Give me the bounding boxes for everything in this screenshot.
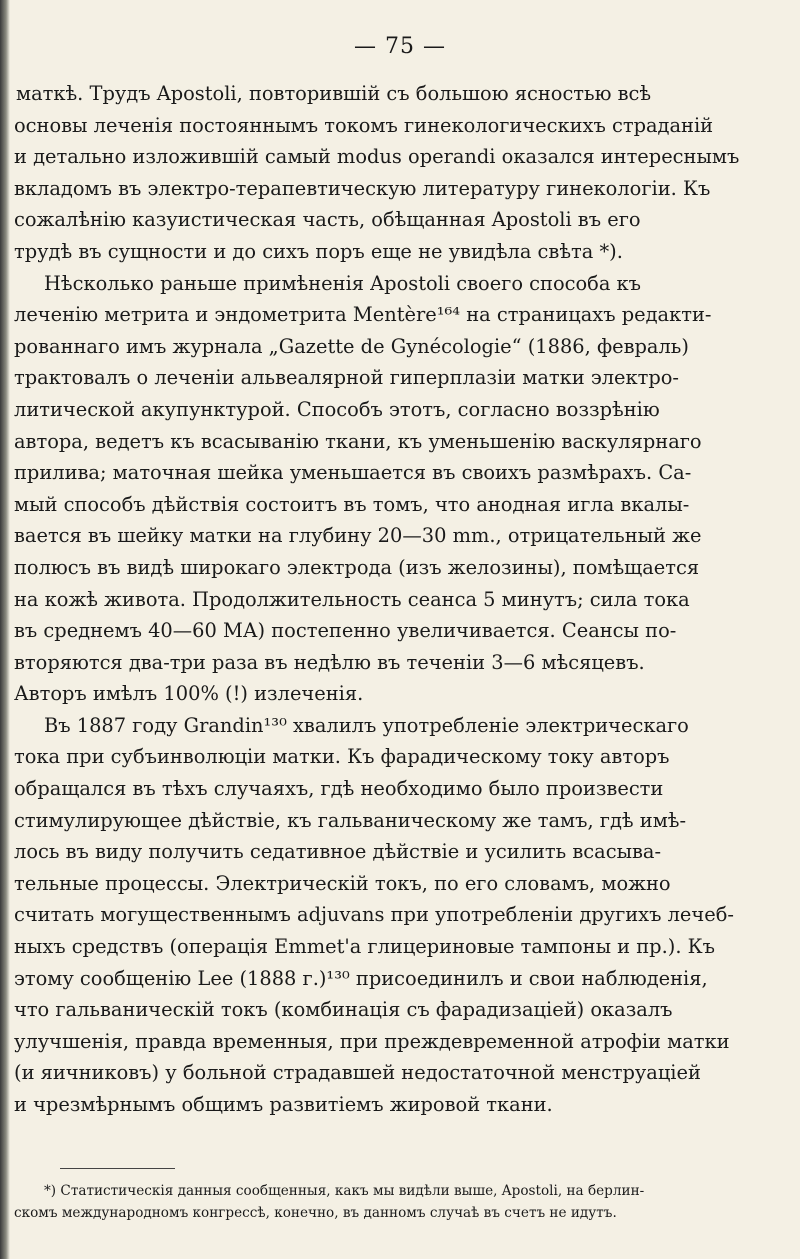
- footnote: [14, 1180, 784, 1224]
- text-line: тока при субъинволюціи матки. Къ фарадическому току авторъ: [14, 745, 670, 769]
- footnote-line: *) Статистическія данныя сообщенныя, какъ мы видѣли выше, Apostoli, на берлин-: [44, 1183, 645, 1199]
- text-line: литической акупунктурой. Способъ этотъ, согласно воззрѣнію: [14, 397, 660, 421]
- text-line: мый способъ дѣйствія состоитъ въ томъ, что анодная игла вкалы-: [14, 492, 690, 516]
- text-line: вается въ шейку матки на глубину 20—30 mm., отрицательный же: [14, 524, 702, 548]
- text-line: рованнаго имъ журнала „Gazette de Gynécologie“ (1886, февраль): [14, 334, 689, 358]
- text-line: тельные процессы. Электрическій токъ, по его словамъ, можно: [14, 871, 671, 895]
- page-number: — 75 —: [354, 34, 446, 59]
- text-line: Авторъ имѣлъ 100% (!) излеченія.: [14, 682, 364, 706]
- text-line: Нѣсколько раньше примѣненія Apostoli своего способа къ: [44, 271, 642, 295]
- text-line: въ среднемъ 40—60 МА) постепенно увеличивается. Сеансы по-: [14, 619, 677, 643]
- text-line: (и яичниковъ) у больной страдавшей недостаточной менструаціей: [14, 1061, 701, 1085]
- book-gutter-shadow: [0, 0, 10, 1259]
- text-line: прилива; маточная шейка уменьшается въ своихъ размѣрахъ. Са-: [14, 461, 692, 485]
- text-line: трактовалъ о леченіи альвеалярной гиперплазіи матки электро-: [14, 366, 679, 390]
- text-line: считать могущественнымъ adjuvans при употребленіи другихъ лечеб-: [14, 903, 734, 927]
- text-line: ныхъ средствъ (операція Emmet'а глицериновые тампоны и пр.). Къ: [14, 935, 715, 959]
- text-line: и чрезмѣрнымъ общимъ развитіемъ жировой ткани.: [14, 1093, 553, 1116]
- text-line: автора, ведетъ къ всасыванію ткани, къ уменьшенію васкулярнаго: [14, 429, 702, 453]
- text-line: стимулирующее дѣйствіе, къ гальваническому же тамъ, гдѣ имѣ-: [14, 808, 687, 832]
- text-line: сожалѣнію казуистическая часть, обѣщанная Apostoli въ его: [14, 208, 641, 232]
- text-line: на кожѣ живота. Продолжительность сеанса 5 минутъ; сила тока: [14, 587, 690, 611]
- footnote-line: скомъ международномъ конгрессѣ, конечно, въ данномъ случаѣ въ счетъ не идутъ.: [14, 1205, 617, 1221]
- body-text: [14, 78, 774, 1121]
- text-line: основы леченія постояннымъ токомъ гинекологическихъ страданій: [14, 113, 714, 137]
- text-line: этому сообщенію Lee (1888 г.)¹³⁰ присоединилъ и свои наблюденія,: [14, 966, 708, 990]
- text-line: полюсъ въ видѣ широкаго электрода (изъ желозины), помѣщается: [14, 555, 700, 579]
- text-line: вкладомъ въ электро-терапевтическую литературу гинекологіи. Къ: [14, 176, 711, 200]
- text-line: вторяются два-три раза въ недѣлю въ теченіи 3—6 мѣсяцевъ.: [14, 650, 645, 674]
- text-line: обращался въ тѣхъ случаяхъ, гдѣ необходимо было произвести: [14, 777, 664, 801]
- text-line: Въ 1887 году Grandin¹³⁰ хвалилъ употребленіе электрическаго: [44, 713, 689, 737]
- text-line: трудѣ въ сущности и до сихъ поръ еще не увидѣла свѣта *).: [14, 239, 623, 263]
- text-line: лось въ виду получить седативное дѣйствіе и усилить всасыва-: [14, 840, 662, 864]
- footnote-divider: [60, 1168, 175, 1169]
- text-line: и детально изложившій самый modus operandi оказался интереснымъ: [14, 145, 740, 169]
- text-line: улучшенія, правда временныя, при преждевременной атрофіи матки: [14, 1029, 730, 1053]
- text-line: маткѣ. Трудъ Apostoli, повторившій съ большою ясностью всѣ: [16, 82, 652, 105]
- text-line: что гальваническій токъ (комбинація съ фарадизаціей) оказалъ: [14, 998, 673, 1022]
- text-line: леченію метрита и эндометрита Mentère¹⁶⁴ на страницахъ редакти-: [14, 303, 712, 327]
